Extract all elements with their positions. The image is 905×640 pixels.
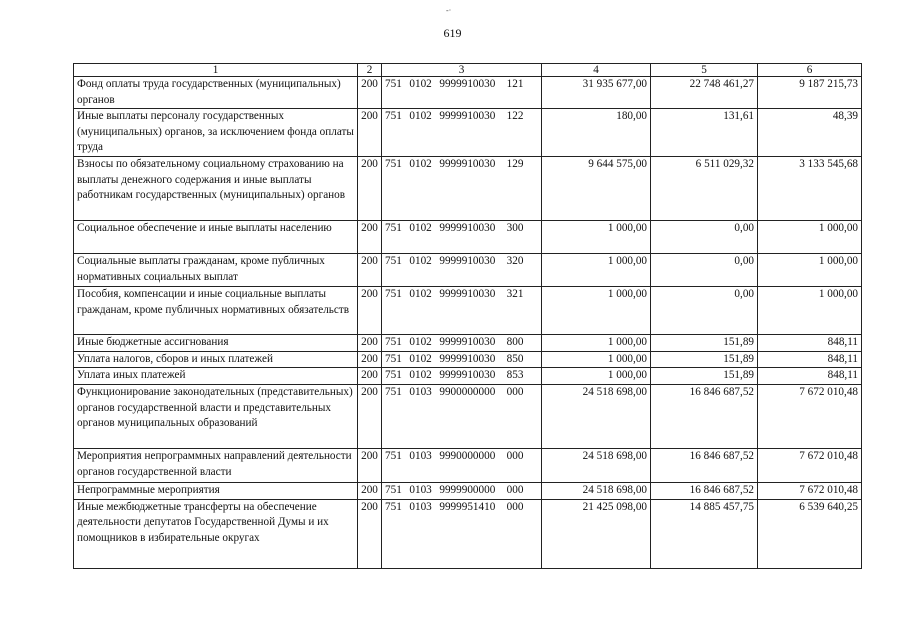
column-header: 4 <box>542 64 651 77</box>
row-value-6: 7 672 010,48 <box>758 384 862 448</box>
column-header: 2 <box>358 64 382 77</box>
row-name: Иные межбюджетные трансферты на обеспечение деятельности депутатов Государственной Думы и их помощников в избирательные округах <box>74 499 358 568</box>
table-row <box>74 287 862 335</box>
row-value-6: 6 539 640,25 <box>758 499 862 568</box>
row-value-4: 24 518 698,00 <box>542 448 651 482</box>
row-name: Пособия, компенсации и иные социальные выплаты гражданам, кроме публичных нормативных обязательств <box>74 287 358 335</box>
row-value-5: 22 748 461,27 <box>651 77 758 109</box>
row-value-6: 7 672 010,48 <box>758 482 862 499</box>
row-value-6: 48,39 <box>758 109 862 157</box>
row-value-6: 1 000,00 <box>758 287 862 335</box>
row-col2: 200 <box>358 157 382 221</box>
row-col2: 200 <box>358 254 382 287</box>
table-row <box>74 77 862 109</box>
row-value-4: 1 000,00 <box>542 368 651 385</box>
row-col2: 200 <box>358 287 382 335</box>
row-value-5: 16 846 687,52 <box>651 482 758 499</box>
row-name: Уплата налогов, сборов и иных платежей <box>74 351 358 368</box>
row-value-6: 1 000,00 <box>758 221 862 254</box>
row-name: Социальное обеспечение и иные выплаты населению <box>74 221 358 254</box>
table-row <box>74 221 862 254</box>
column-header: 5 <box>651 64 758 77</box>
row-name: Иные выплаты персоналу государственных (муниципальных) органов, за исключением фонда оплаты труда <box>74 109 358 157</box>
row-value-4: 1 000,00 <box>542 254 651 287</box>
row-value-5: 14 885 457,75 <box>651 499 758 568</box>
row-code: 751 0102 9999910030 129 <box>382 157 542 221</box>
row-name: Мероприятия непрограммных направлений деятельности органов государственной власти <box>74 448 358 482</box>
row-value-5: 0,00 <box>651 287 758 335</box>
row-value-4: 180,00 <box>542 109 651 157</box>
row-value-6: 3 133 545,68 <box>758 157 862 221</box>
scan-mark: -· <box>446 6 452 15</box>
row-value-6: 848,11 <box>758 335 862 352</box>
row-code: 751 0102 9999910030 300 <box>382 221 542 254</box>
row-value-5: 151,89 <box>651 335 758 352</box>
row-value-6: 7 672 010,48 <box>758 448 862 482</box>
row-code: 751 0102 9999910030 800 <box>382 335 542 352</box>
row-col2: 200 <box>358 368 382 385</box>
row-name: Фонд оплаты труда государственных (муниципальных) органов <box>74 77 358 109</box>
row-value-4: 1 000,00 <box>542 335 651 352</box>
table-row <box>74 482 862 499</box>
row-name: Функционирование законодательных (представительных) органов государственной власти и представительных органов муниципальных образований <box>74 384 358 448</box>
row-col2: 200 <box>358 384 382 448</box>
table-row <box>74 384 862 448</box>
row-value-5: 0,00 <box>651 221 758 254</box>
row-value-4: 21 425 098,00 <box>542 499 651 568</box>
row-col2: 200 <box>358 109 382 157</box>
budget-table <box>73 63 862 569</box>
row-value-5: 16 846 687,52 <box>651 448 758 482</box>
row-value-4: 1 000,00 <box>542 351 651 368</box>
row-col2: 200 <box>358 351 382 368</box>
page-number: 619 <box>443 26 462 40</box>
table-row <box>74 448 862 482</box>
row-value-6: 9 187 215,73 <box>758 77 862 109</box>
table-row <box>74 351 862 368</box>
table-row <box>74 335 862 352</box>
row-col2: 200 <box>358 499 382 568</box>
row-value-4: 1 000,00 <box>542 221 651 254</box>
row-code: 751 0103 9900000000 000 <box>382 384 542 448</box>
row-code: 751 0102 9999910030 853 <box>382 368 542 385</box>
row-value-5: 6 511 029,32 <box>651 157 758 221</box>
row-value-5: 16 846 687,52 <box>651 384 758 448</box>
row-col2: 200 <box>358 448 382 482</box>
row-value-4: 9 644 575,00 <box>542 157 651 221</box>
row-value-5: 131,61 <box>651 109 758 157</box>
table-row <box>74 109 862 157</box>
row-col2: 200 <box>358 77 382 109</box>
row-name: Иные бюджетные ассигнования <box>74 335 358 352</box>
row-code: 751 0102 9999910030 121 <box>382 77 542 109</box>
row-code: 751 0103 9999951410 000 <box>382 499 542 568</box>
row-name: Социальные выплаты гражданам, кроме публичных нормативных социальных выплат <box>74 254 358 287</box>
row-name: Уплата иных платежей <box>74 368 358 385</box>
row-value-5: 151,89 <box>651 368 758 385</box>
table-row <box>74 368 862 385</box>
row-code: 751 0102 9999910030 320 <box>382 254 542 287</box>
row-col2: 200 <box>358 482 382 499</box>
row-value-4: 31 935 677,00 <box>542 77 651 109</box>
row-code: 751 0102 9999910030 321 <box>382 287 542 335</box>
row-value-4: 1 000,00 <box>542 287 651 335</box>
table-row <box>74 157 862 221</box>
row-value-6: 1 000,00 <box>758 254 862 287</box>
row-value-5: 151,89 <box>651 351 758 368</box>
row-col2: 200 <box>358 221 382 254</box>
row-value-5: 0,00 <box>651 254 758 287</box>
column-header: 1 <box>74 64 358 77</box>
row-code: 751 0103 9990000000 000 <box>382 448 542 482</box>
column-header: 6 <box>758 64 862 77</box>
table-header-row <box>74 64 862 77</box>
row-col2: 200 <box>358 335 382 352</box>
row-value-6: 848,11 <box>758 351 862 368</box>
row-name: Непрограммные мероприятия <box>74 482 358 499</box>
table-row <box>74 499 862 568</box>
row-value-4: 24 518 698,00 <box>542 384 651 448</box>
table-row <box>74 254 862 287</box>
row-name: Взносы по обязательному социальному страхованию на выплаты денежного содержания и иные выплаты работникам государственных (муниципальных) органов <box>74 157 358 221</box>
column-header: 3 <box>382 64 542 77</box>
row-code: 751 0102 9999910030 850 <box>382 351 542 368</box>
row-code: 751 0102 9999910030 122 <box>382 109 542 157</box>
row-code: 751 0103 9999900000 000 <box>382 482 542 499</box>
row-value-6: 848,11 <box>758 368 862 385</box>
row-value-4: 24 518 698,00 <box>542 482 651 499</box>
